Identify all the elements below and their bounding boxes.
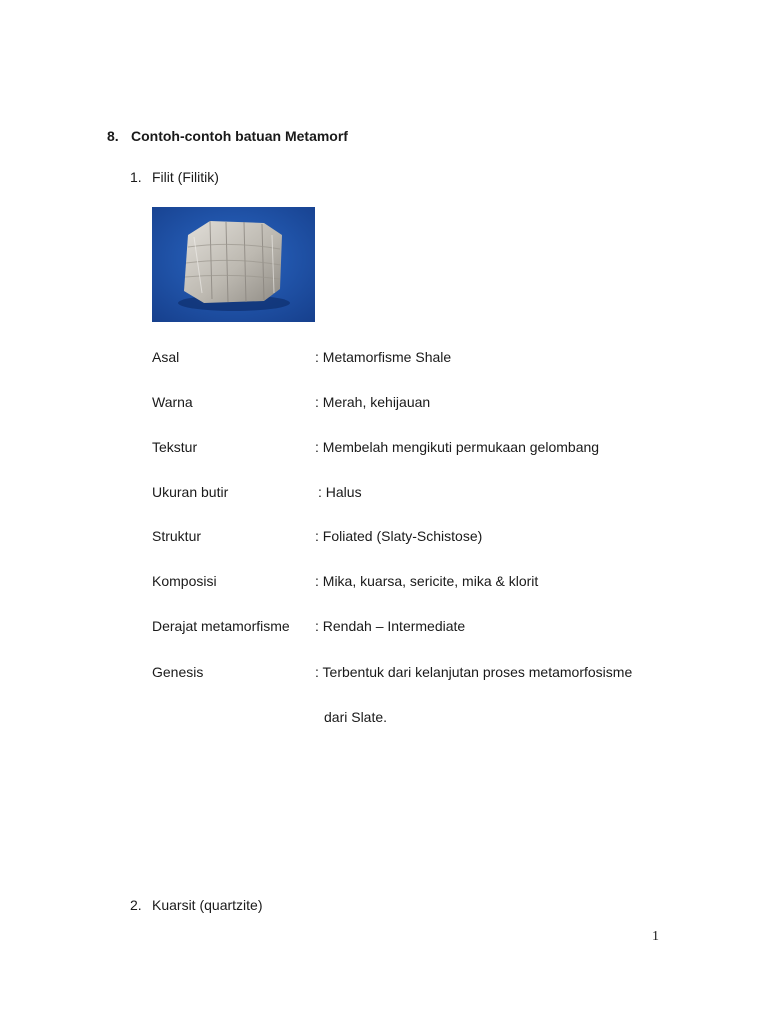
property-value: : Mika, kuarsa, sericite, mika & klorit — [315, 573, 539, 589]
section-heading — [107, 128, 348, 144]
section-number: 8. — [107, 128, 119, 144]
property-value: : Terbentuk dari kelanjutan proses metamorfosisme — [315, 664, 633, 680]
property-label: Genesis — [152, 664, 204, 680]
list-item-title: Filit (Filitik) — [152, 169, 219, 185]
property-value: : Membelah mengikuti permukaan gelombang — [315, 439, 600, 455]
property-value: : Metamorfisme Shale — [315, 349, 452, 365]
property-row — [152, 484, 672, 502]
property-row — [152, 573, 672, 591]
list-item-filit — [130, 169, 219, 185]
property-label: Tekstur — [152, 439, 198, 455]
page-number: 1 — [652, 929, 659, 944]
list-item-number: 2. — [130, 897, 142, 913]
property-row — [152, 664, 672, 682]
property-value: : Merah, kehijauan — [315, 394, 431, 410]
property-label: Komposisi — [152, 573, 217, 589]
property-row — [152, 394, 672, 412]
property-row — [152, 439, 672, 457]
list-item-title: Kuarsit (quartzite) — [152, 897, 263, 913]
property-value: : Rendah – Intermediate — [315, 618, 466, 634]
property-value: : Halus — [318, 484, 362, 500]
property-row — [152, 618, 672, 636]
property-label: Derajat metamorfisme — [152, 618, 290, 634]
property-label: Warna — [152, 394, 193, 410]
list-item-number: 1. — [130, 169, 142, 185]
property-row — [152, 349, 672, 367]
property-label: Ukuran butir — [152, 484, 229, 500]
property-value: : Foliated (Slaty-Schistose) — [315, 528, 483, 544]
property-row — [152, 528, 672, 546]
property-label: Asal — [152, 349, 180, 365]
list-item-kuarsit — [130, 897, 262, 913]
genesis-continuation: dari Slate. — [324, 709, 388, 725]
section-title: Contoh-contoh batuan Metamorf — [131, 128, 348, 144]
filit-rock-photo — [152, 207, 315, 322]
property-label: Struktur — [152, 528, 202, 544]
